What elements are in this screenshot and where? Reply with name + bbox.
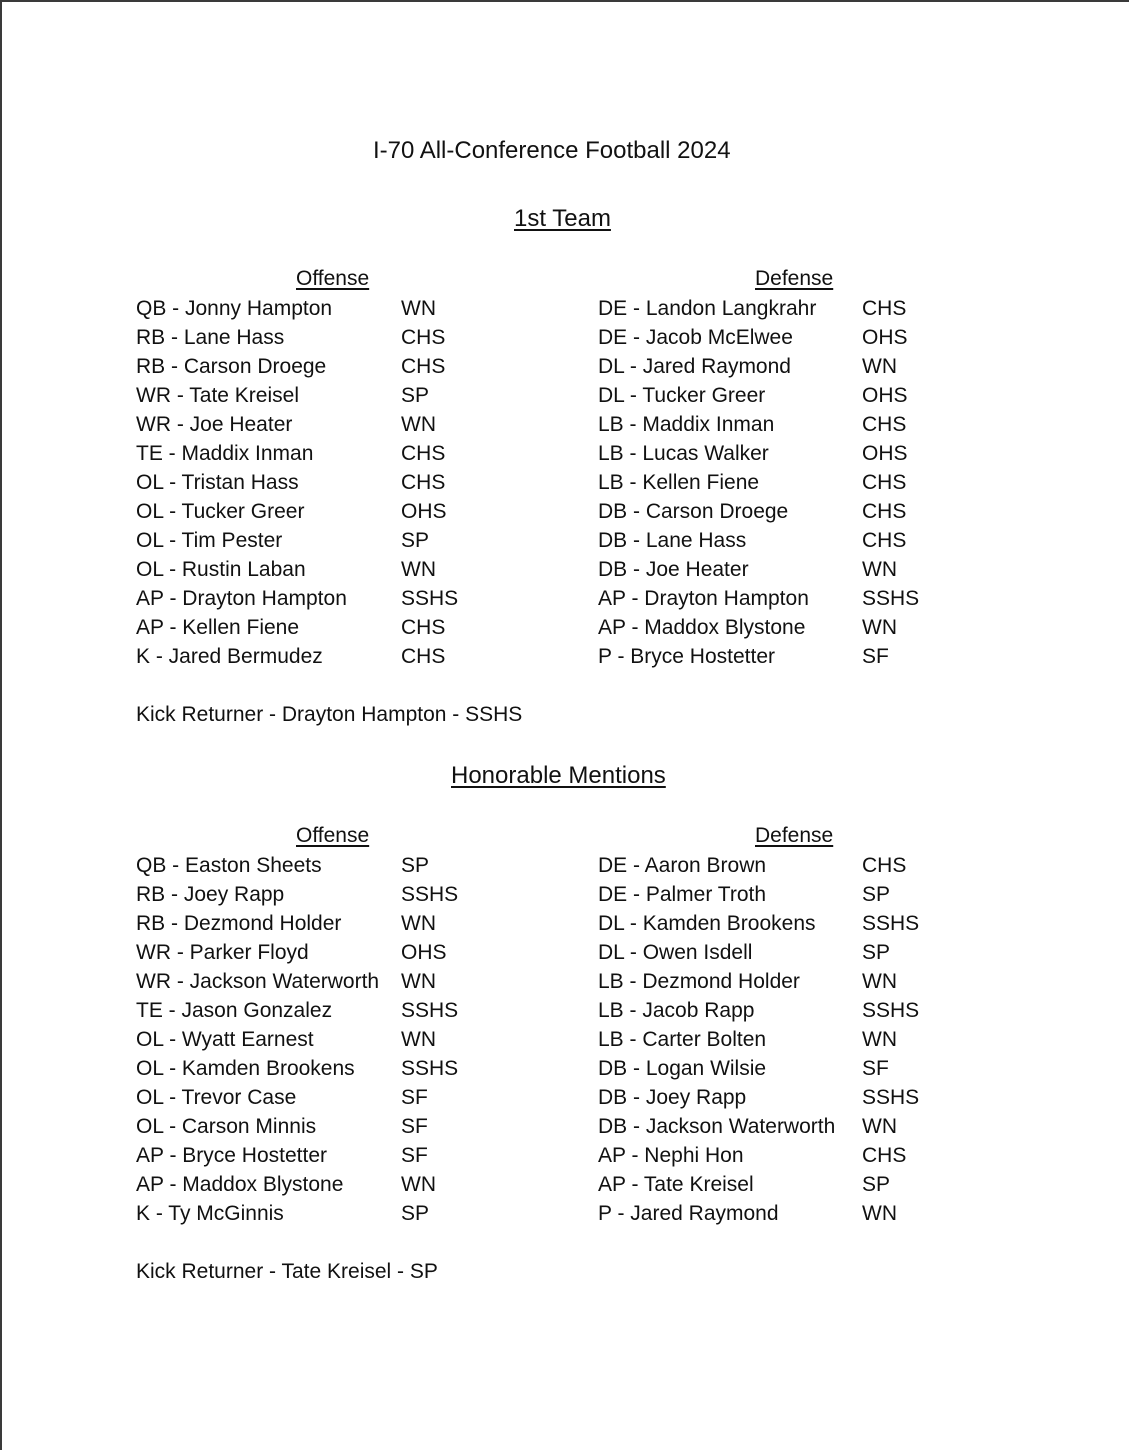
honorable-defense-school: SSHS [862, 999, 920, 1022]
honorable-kick-returner: Kick Returner - Tate Kreisel - SP [136, 1260, 438, 1283]
honorable-offense-player: K - Ty McGinnis [136, 1202, 284, 1225]
first-team-defense-player: LB - Maddix Inman [598, 413, 775, 436]
first-team-offense-player: AP - Kellen Fiene [136, 616, 300, 639]
honorable-defense-player: DB - Jackson Waterworth [598, 1115, 836, 1138]
first-team-defense-player: DL - Jared Raymond [598, 355, 791, 378]
honorable-offense-player: AP - Bryce Hostetter [136, 1144, 328, 1167]
honorable-offense-player: OL - Carson Minnis [136, 1115, 317, 1138]
first-team-defense-school: OHS [862, 326, 908, 349]
honorable-defense-player: P - Jared Raymond [598, 1202, 779, 1225]
first-team-offense-school: CHS [401, 645, 446, 668]
first-team-defense-school: WN [862, 558, 897, 581]
first-team-defense-school: WN [862, 355, 897, 378]
first-team-defense-player: P - Bryce Hostetter [598, 645, 776, 668]
document-title: I-70 All-Conference Football 2024 [373, 137, 731, 164]
first-team-offense-player: OL - Tristan Hass [136, 471, 299, 494]
honorable-defense-school: WN [862, 1115, 897, 1138]
honorable-offense-player: RB - Joey Rapp [136, 883, 285, 906]
first-team-defense-school: CHS [862, 297, 907, 320]
honorable-defense-school: WN [862, 1202, 897, 1225]
first-team-offense-player: RB - Lane Hass [136, 326, 285, 349]
honorable-defense-player: DL - Owen Isdell [598, 941, 753, 964]
first-team-offense-player: WR - Tate Kreisel [136, 384, 299, 407]
honorable-defense-player: DB - Logan Wilsie [598, 1057, 767, 1080]
first-team-defense-player: AP - Maddox Blystone [598, 616, 806, 639]
first-team-offense-heading: Offense [296, 267, 370, 290]
honorable-offense-school: WN [401, 1173, 436, 1196]
honorable-offense-school: WN [401, 1028, 436, 1051]
honorable-offense-school: SF [401, 1144, 428, 1167]
first-team-offense-school: WN [401, 413, 436, 436]
first-team-defense-heading: Defense [755, 267, 834, 290]
first-team-defense-player: LB - Kellen Fiene [598, 471, 760, 494]
honorable-offense-player: TE - Jason Gonzalez [136, 999, 333, 1022]
honorable-defense-player: AP - Tate Kreisel [598, 1173, 754, 1196]
first-team-offense-school: SP [401, 384, 430, 407]
first-team-offense-school: CHS [401, 442, 446, 465]
first-team-defense-player: DB - Joe Heater [598, 558, 749, 581]
first-team-offense-school: SP [401, 529, 430, 552]
first-team-offense-player: K - Jared Bermudez [136, 645, 323, 668]
honorable-defense-player: DE - Aaron Brown [598, 854, 767, 877]
first-team-defense-player: AP - Drayton Hampton [598, 587, 809, 610]
first-team-offense-school: CHS [401, 471, 446, 494]
first-team-offense-player: AP - Drayton Hampton [136, 587, 347, 610]
honorable-defense-player: LB - Jacob Rapp [598, 999, 755, 1022]
first-team-defense-school: CHS [862, 500, 907, 523]
honorable-offense-school: SF [401, 1086, 428, 1109]
honorable-defense-heading: Defense [755, 824, 834, 847]
first-team-defense-school: SF [862, 645, 889, 668]
honorable-defense-player: DE - Palmer Troth [598, 883, 767, 906]
honorable-offense-player: WR - Jackson Waterworth [136, 970, 380, 993]
honorable-offense-school: SF [401, 1115, 428, 1138]
first-team-defense-school: WN [862, 616, 897, 639]
honorable-defense-school: CHS [862, 1144, 907, 1167]
honorable-offense-player: OL - Kamden Brookens [136, 1057, 355, 1080]
honorable-defense-player: AP - Nephi Hon [598, 1144, 744, 1167]
honorable-defense-school: SSHS [862, 1086, 920, 1109]
honorable-offense-player: OL - Trevor Case [136, 1086, 297, 1109]
first-team-defense-player: DE - Landon Langkrahr [598, 297, 817, 320]
first-team-defense-player: DL - Tucker Greer [598, 384, 766, 407]
first-team-kick-returner: Kick Returner - Drayton Hampton - SSHS [136, 703, 523, 726]
first-team-offense-school: WN [401, 558, 436, 581]
honorable-offense-school: SSHS [401, 883, 459, 906]
first-team-offense-player: QB - Jonny Hampton [136, 297, 333, 320]
honorable-offense-school: SSHS [401, 999, 459, 1022]
honorable-defense-school: SSHS [862, 912, 920, 935]
first-team-defense-player: DE - Jacob McElwee [598, 326, 793, 349]
honorable-offense-school: SP [401, 1202, 430, 1225]
honorable-mentions-heading: Honorable Mentions [451, 762, 666, 789]
first-team-defense-school: CHS [862, 529, 907, 552]
honorable-defense-school: WN [862, 970, 897, 993]
first-team-defense-school: SSHS [862, 587, 920, 610]
first-team-offense-school: CHS [401, 616, 446, 639]
first-team-offense-player: OL - Tucker Greer [136, 500, 305, 523]
honorable-offense-player: OL - Wyatt Earnest [136, 1028, 314, 1051]
first-team-defense-school: CHS [862, 413, 907, 436]
honorable-defense-player: LB - Dezmond Holder [598, 970, 800, 993]
honorable-defense-player: DL - Kamden Brookens [598, 912, 816, 935]
honorable-offense-school: SP [401, 854, 430, 877]
first-team-defense-school: OHS [862, 384, 908, 407]
first-team-defense-player: DB - Carson Droege [598, 500, 789, 523]
honorable-offense-player: WR - Parker Floyd [136, 941, 309, 964]
honorable-offense-heading: Offense [296, 824, 370, 847]
honorable-offense-school: SSHS [401, 1057, 459, 1080]
first-team-offense-school: OHS [401, 500, 447, 523]
honorable-defense-school: SF [862, 1057, 889, 1080]
first-team-offense-school: CHS [401, 326, 446, 349]
honorable-defense-school: SP [862, 941, 891, 964]
honorable-defense-school: SP [862, 1173, 891, 1196]
honorable-offense-school: WN [401, 970, 436, 993]
first-team-offense-player: TE - Maddix Inman [136, 442, 314, 465]
honorable-offense-school: OHS [401, 941, 447, 964]
first-team-offense-school: SSHS [401, 587, 459, 610]
honorable-offense-player: RB - Dezmond Holder [136, 912, 342, 935]
first-team-defense-school: OHS [862, 442, 908, 465]
first-team-defense-player: DB - Lane Hass [598, 529, 747, 552]
first-team-defense-school: CHS [862, 471, 907, 494]
honorable-defense-player: LB - Carter Bolten [598, 1028, 767, 1051]
honorable-defense-school: SP [862, 883, 891, 906]
honorable-offense-school: WN [401, 912, 436, 935]
first-team-defense-player: LB - Lucas Walker [598, 442, 769, 465]
honorable-offense-player: QB - Easton Sheets [136, 854, 322, 877]
honorable-defense-player: DB - Joey Rapp [598, 1086, 747, 1109]
honorable-defense-school: WN [862, 1028, 897, 1051]
honorable-defense-school: CHS [862, 854, 907, 877]
first-team-offense-player: OL - Tim Pester [136, 529, 283, 552]
first-team-offense-player: RB - Carson Droege [136, 355, 327, 378]
first-team-offense-player: WR - Joe Heater [136, 413, 293, 436]
first-team-heading: 1st Team [514, 205, 611, 232]
first-team-offense-school: CHS [401, 355, 446, 378]
honorable-offense-player: AP - Maddox Blystone [136, 1173, 344, 1196]
first-team-offense-school: WN [401, 297, 436, 320]
first-team-offense-player: OL - Rustin Laban [136, 558, 306, 581]
